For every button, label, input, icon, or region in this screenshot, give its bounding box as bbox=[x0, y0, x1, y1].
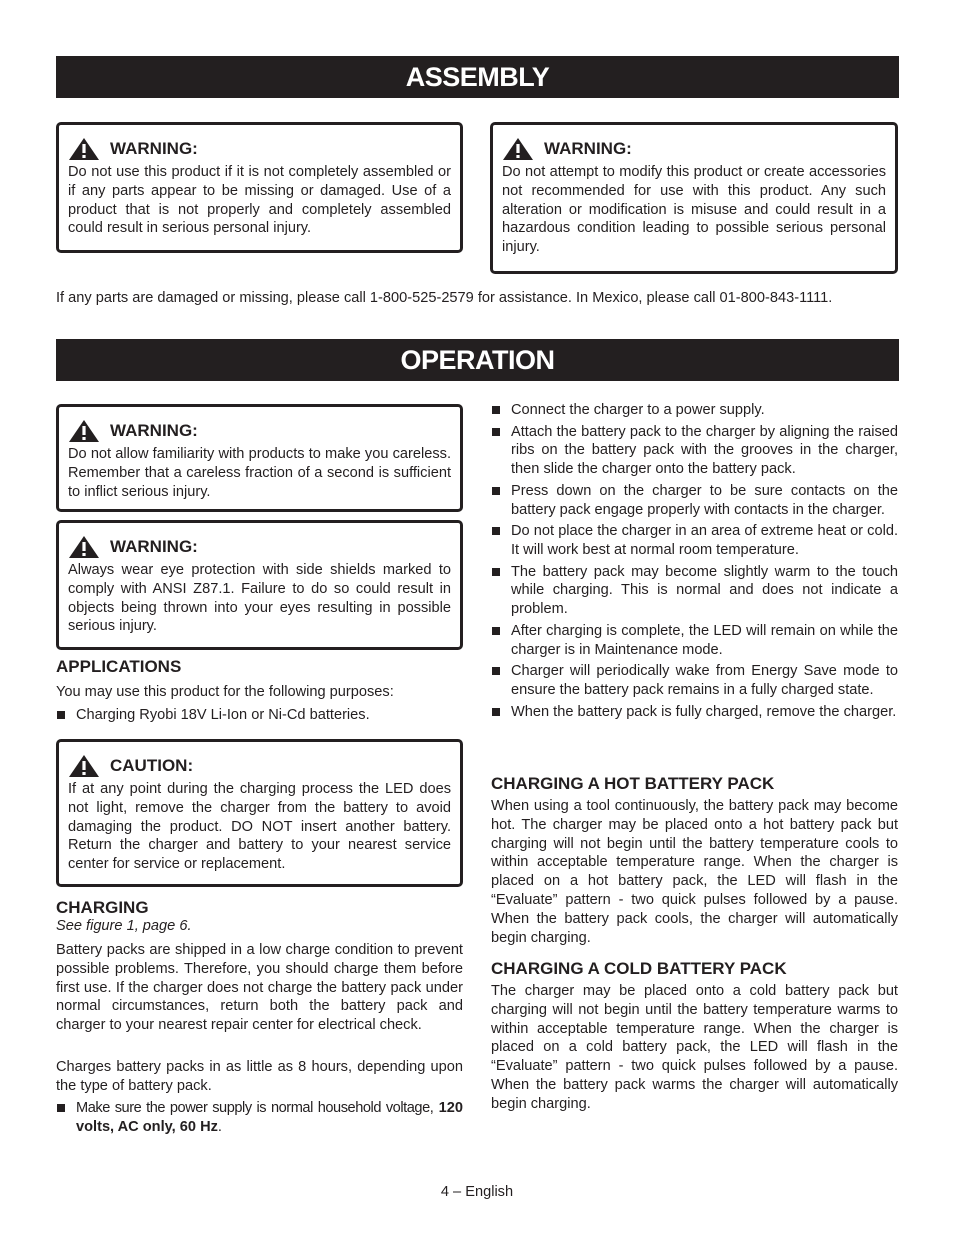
applications-list bbox=[56, 706, 463, 728]
warning-text: Do not allow familiarity with products to make you careless. Remember that a careless fraction of a second is sufficient to inflict serious injury. bbox=[68, 446, 451, 500]
charging-list bbox=[56, 1099, 463, 1139]
hot-battery-heading: CHARGING A HOT BATTERY PACK bbox=[491, 774, 775, 793]
assembly-title: ASSEMBLY bbox=[405, 61, 550, 92]
caution-text: If at any point during the charging process the LED does not light, remove the charger from the battery to avoid damaging the product. DO NOT insert another battery. Return the charger and battery to your nearest service center for service or replacement. bbox=[68, 781, 451, 873]
operation-warning-familiarity-box bbox=[56, 404, 463, 512]
charging-para-1: Battery packs are shipped in a low charge condition to prevent possible problems. Therefore, you should charge them before first use. If the charger does not charge the battery pack under normal circumstances, return both the battery pack and charger to your nearest repair center for electrical check. bbox=[56, 942, 463, 1034]
list-item: Charger will periodically wake from Energy Save mode to ensure the battery pack remains in a fully charged state. bbox=[491, 662, 898, 700]
operation-title: OPERATION bbox=[400, 344, 555, 375]
applications-heading: APPLICATIONS bbox=[56, 657, 182, 676]
operation-banner bbox=[56, 339, 899, 381]
charging-para-2: Charges battery packs in as little as 8 hours, depending upon the type of battery pack. bbox=[56, 1059, 463, 1094]
list-item: The battery pack may become slightly warm to the touch while charging. This is normal and does not indicate a problem. bbox=[491, 563, 898, 619]
power-supply-end: . bbox=[217, 1118, 222, 1135]
assembly-banner bbox=[56, 56, 899, 98]
list-item: Connect the charger to a power supply. bbox=[491, 401, 898, 420]
list-item: Press down on the charger to be sure contacts on the battery pack engage properly with contacts in the charger. bbox=[491, 482, 898, 520]
list-item: Charging Ryobi 18V Li-Ion or Ni-Cd batteries. bbox=[56, 706, 463, 725]
warning-triangle-icon bbox=[68, 137, 100, 161]
warning-triangle-icon bbox=[68, 419, 100, 443]
power-supply-text: Make sure the power supply is normal household voltage, bbox=[76, 1100, 434, 1116]
list-item: After charging is complete, the LED will remain on while the charger is in Maintenance mode. bbox=[491, 622, 898, 660]
cold-battery-text: The charger may be placed onto a cold battery pack but charging will not begin until the battery temperature warms to within acceptable temperature range. When the charger is placed on a cold battery pack, the LED will flash in the “Evaluate” pattern - two quick pulses followed by a pause. When the battery pack warms the charger will automatically begin charging. bbox=[491, 983, 898, 1112]
assembly-warning-box-right bbox=[490, 122, 898, 274]
warning-text: Do not use this product if it is not completely assembled or if any parts appear to be missing or damaged. Use of a product that is not properly and completely assembled could result in serious personal injury. bbox=[68, 164, 451, 237]
warning-text: Do not attempt to modify this product or create accessories not recommended for use with this product. Any such alteration or modification is misuse and could result in a hazardous condition leading to possible serious personal injury. bbox=[502, 164, 886, 256]
hot-battery-text: When using a tool continuously, the battery pack may become hot. The charger may be placed onto a hot battery pack but charging will not begin until the battery temperature cools to within acceptable temperature range. When the charger is placed on a hot battery pack, the LED will flash in the “Evaluate” pattern - two quick pulses followed by a pause. When the battery pack cools, the charger will automatically begin charging. bbox=[491, 798, 898, 946]
list-item: When the battery pack is fully charged, remove the charger. bbox=[491, 703, 898, 722]
cold-battery-heading: CHARGING A COLD BATTERY PACK bbox=[491, 959, 787, 978]
applications-intro: You may use this product for the following purposes: bbox=[56, 684, 394, 700]
warning-title: WARNING: bbox=[110, 139, 198, 158]
warning-title: WARNING: bbox=[110, 421, 198, 440]
list-item: Do not place the charger in an area of extreme heat or cold. It will work best at normal room temperature. bbox=[491, 522, 898, 560]
warning-triangle-icon bbox=[502, 137, 534, 161]
warning-triangle-icon bbox=[68, 535, 100, 559]
assembly-warning-box-left bbox=[56, 122, 463, 253]
warning-triangle-icon bbox=[68, 754, 100, 778]
charging-heading: CHARGING bbox=[56, 898, 149, 917]
power-supply-spec: 120 volts, AC only, 60 Hz bbox=[76, 1100, 463, 1135]
warning-text: Always wear eye protection with side shields marked to comply with ANSI Z87.1. Failure to do so could result in objects being thrown into your eyes resulting in possible serious injury. bbox=[68, 562, 451, 635]
charging-figure-ref: See figure 1, page 6. bbox=[56, 918, 192, 934]
operation-warning-eye-box bbox=[56, 520, 463, 650]
warning-title: WARNING: bbox=[544, 139, 632, 158]
charging-steps-list bbox=[491, 401, 898, 724]
page-footer: 4 – English bbox=[440, 1184, 514, 1200]
contact-line: If any parts are damaged or missing, please call 1-800-525-2579 for assistance. In Mexico, please call 01-800-843-1111. bbox=[56, 290, 833, 306]
list-item: Attach the battery pack to the charger by aligning the raised ribs on the battery pack with the grooves in the charger, then slide the charger onto the battery pack. bbox=[491, 423, 898, 479]
warning-title: WARNING: bbox=[110, 537, 198, 556]
caution-box bbox=[56, 739, 463, 887]
caution-title: CAUTION: bbox=[110, 756, 194, 775]
list-item bbox=[56, 1099, 463, 1137]
